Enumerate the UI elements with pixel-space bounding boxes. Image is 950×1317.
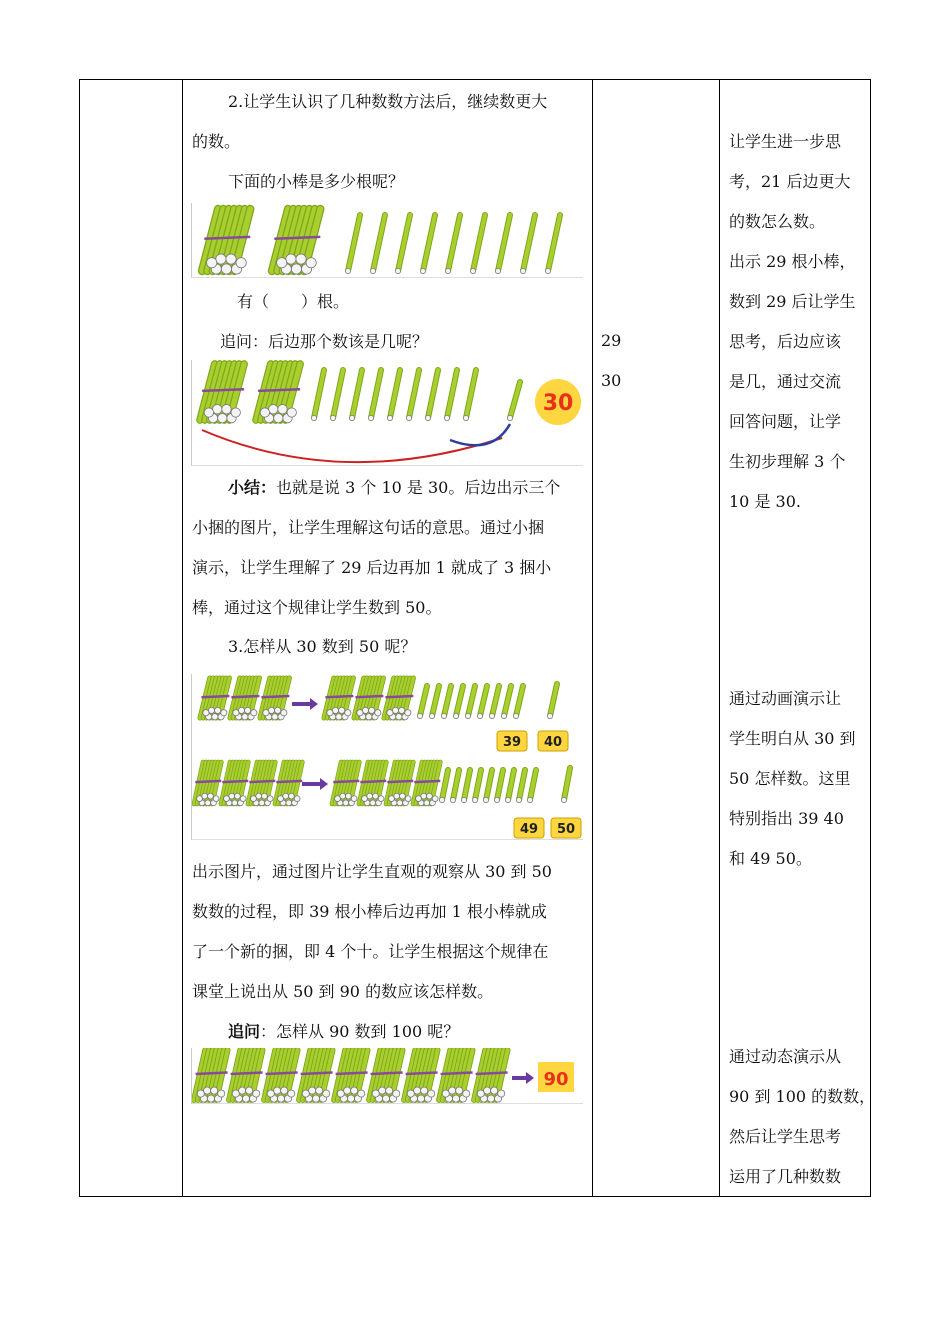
followup-2-text: ：怎样从 90 数到 100 呢？ [260, 1022, 460, 1041]
section3-desc-line1: 出示图片，通过图片让学生直观的观察从 30 到 50 [192, 862, 552, 881]
section2-line2: 的数。 [192, 132, 241, 151]
sticks-image-30-to-50 [191, 674, 583, 840]
section3-desc-line4: 课堂上说出从 50 到 90 的数应该怎样数。 [192, 982, 494, 1001]
intent-block1-line-7: 是几，通过交流 [729, 372, 842, 391]
followup-2 [228, 1012, 459, 1052]
stick-bundle [386, 762, 413, 806]
stick-bundle [260, 678, 289, 720]
student-value-30: 30 [601, 371, 622, 390]
summary-line1 [228, 468, 560, 508]
label-49: 49 [519, 822, 539, 837]
intent-block2-line-1: 通过动画演示让 [729, 689, 842, 708]
sticks-image-29 [191, 203, 583, 278]
sticks-image-30 [191, 360, 583, 466]
column-divider-2 [592, 80, 593, 1196]
section3-title: 3.怎样从 30 数到 50 呢？ [228, 637, 417, 656]
followup-2-label: 追问 [228, 1022, 261, 1041]
intent-block3-line-2: 90 到 100 的数数， [729, 1087, 876, 1106]
intent-block1-line-1: 让学生进一步思 [729, 132, 842, 151]
intent-block1-line-6: 思考，后边应该 [729, 332, 842, 351]
stick-bundle [413, 762, 440, 806]
stick-bundle [248, 762, 275, 806]
badge-90: 90 [543, 1069, 569, 1090]
stick-bundle [230, 678, 259, 720]
stick-bundle [439, 1050, 473, 1102]
stick-bundle [299, 1050, 333, 1102]
summary-line4: 棒，通过这个规律让学生数到 50。 [192, 598, 442, 617]
summary-text-1: 也就是说 3 个 10 是 30。后边出示三个 [276, 478, 561, 497]
stick-bundle [264, 1050, 298, 1102]
section3-desc-line3: 了一个新的捆，即 4 个十。让学生根据这个规律在 [192, 942, 549, 961]
section3-desc-line2: 数数的过程，即 39 根小棒后边再加 1 根小棒就成 [192, 902, 547, 921]
summary-label: 小结： [228, 478, 277, 497]
label-50: 50 [556, 822, 576, 837]
stick-bundle [332, 762, 359, 806]
column-divider-3 [719, 80, 720, 1196]
answer-blank: 有（ ）根。 [237, 292, 350, 311]
summary-line2: 小捆的图片，让学生理解这句话的意思。通过小捆 [192, 518, 545, 537]
stick-bundle [369, 1050, 403, 1102]
badge-30: 30 [542, 391, 574, 416]
followup-1-text: ：后边那个数该是几呢？ [252, 332, 429, 351]
add-arrow-icon [450, 424, 510, 445]
intent-block3-line-1: 通过动态演示从 [729, 1047, 842, 1066]
stick-bundle [256, 364, 300, 423]
intent-block2-line-5: 和 49 50。 [729, 849, 812, 868]
stick-bundle [324, 678, 353, 720]
column-divider-1 [182, 80, 183, 1196]
stick-bundle [194, 762, 221, 806]
stick-bundle [221, 762, 248, 806]
stick-bundle [404, 1050, 438, 1102]
intent-block1-line-2: 考，21 后边更大 [729, 172, 851, 191]
label-39: 39 [502, 735, 522, 750]
stick-bundle [200, 678, 229, 720]
count-curve [202, 430, 502, 462]
intent-block1-line-5: 数到 29 后让学生 [729, 292, 856, 311]
followup-1 [220, 322, 428, 362]
stick-bundle [384, 678, 413, 720]
intent-block1-line-3: 的数怎么数。 [729, 212, 826, 231]
stick-bundle [229, 1050, 263, 1102]
section2-line1: 2.让学生认识了几种数数方法后，继续数更大 [228, 92, 548, 111]
stick-bundle [202, 209, 250, 274]
stick-bundle [272, 209, 320, 274]
intent-block3-line-3: 然后让学生思考 [729, 1127, 842, 1146]
stick-bundle [354, 678, 383, 720]
intent-block2-line-4: 特别指出 39 40 [729, 809, 844, 828]
intent-block1-line-8: 回答问题，让学 [729, 412, 842, 431]
stick-bundle [194, 1050, 228, 1102]
stick-bundle [474, 1050, 508, 1102]
intent-block3-line-4: 运用了几种数数 [729, 1167, 842, 1186]
student-value-29: 29 [601, 331, 622, 350]
intent-block1-line-10: 10 是 30. [729, 492, 801, 511]
intent-block2-line-2: 学生明白从 30 到 [729, 729, 856, 748]
section2-question: 下面的小棒是多少根呢？ [228, 172, 405, 191]
stick-bundle [334, 1050, 368, 1102]
intent-block1-line-9: 生初步理解 3 个 [729, 452, 846, 471]
intent-block2-line-3: 50 怎样数。这里 [729, 769, 851, 788]
stick-bundle [359, 762, 386, 806]
stick-bundle [275, 762, 302, 806]
stick-bundle [200, 364, 244, 423]
summary-line3: 演示，让学生理解了 29 后边再加 1 就成了 3 捆小 [192, 558, 552, 577]
followup-1-label: 追问 [220, 332, 253, 351]
label-40: 40 [543, 735, 563, 750]
intent-block1-line-4: 出示 29 根小棒， [729, 252, 856, 271]
sticks-image-90 [191, 1048, 583, 1104]
